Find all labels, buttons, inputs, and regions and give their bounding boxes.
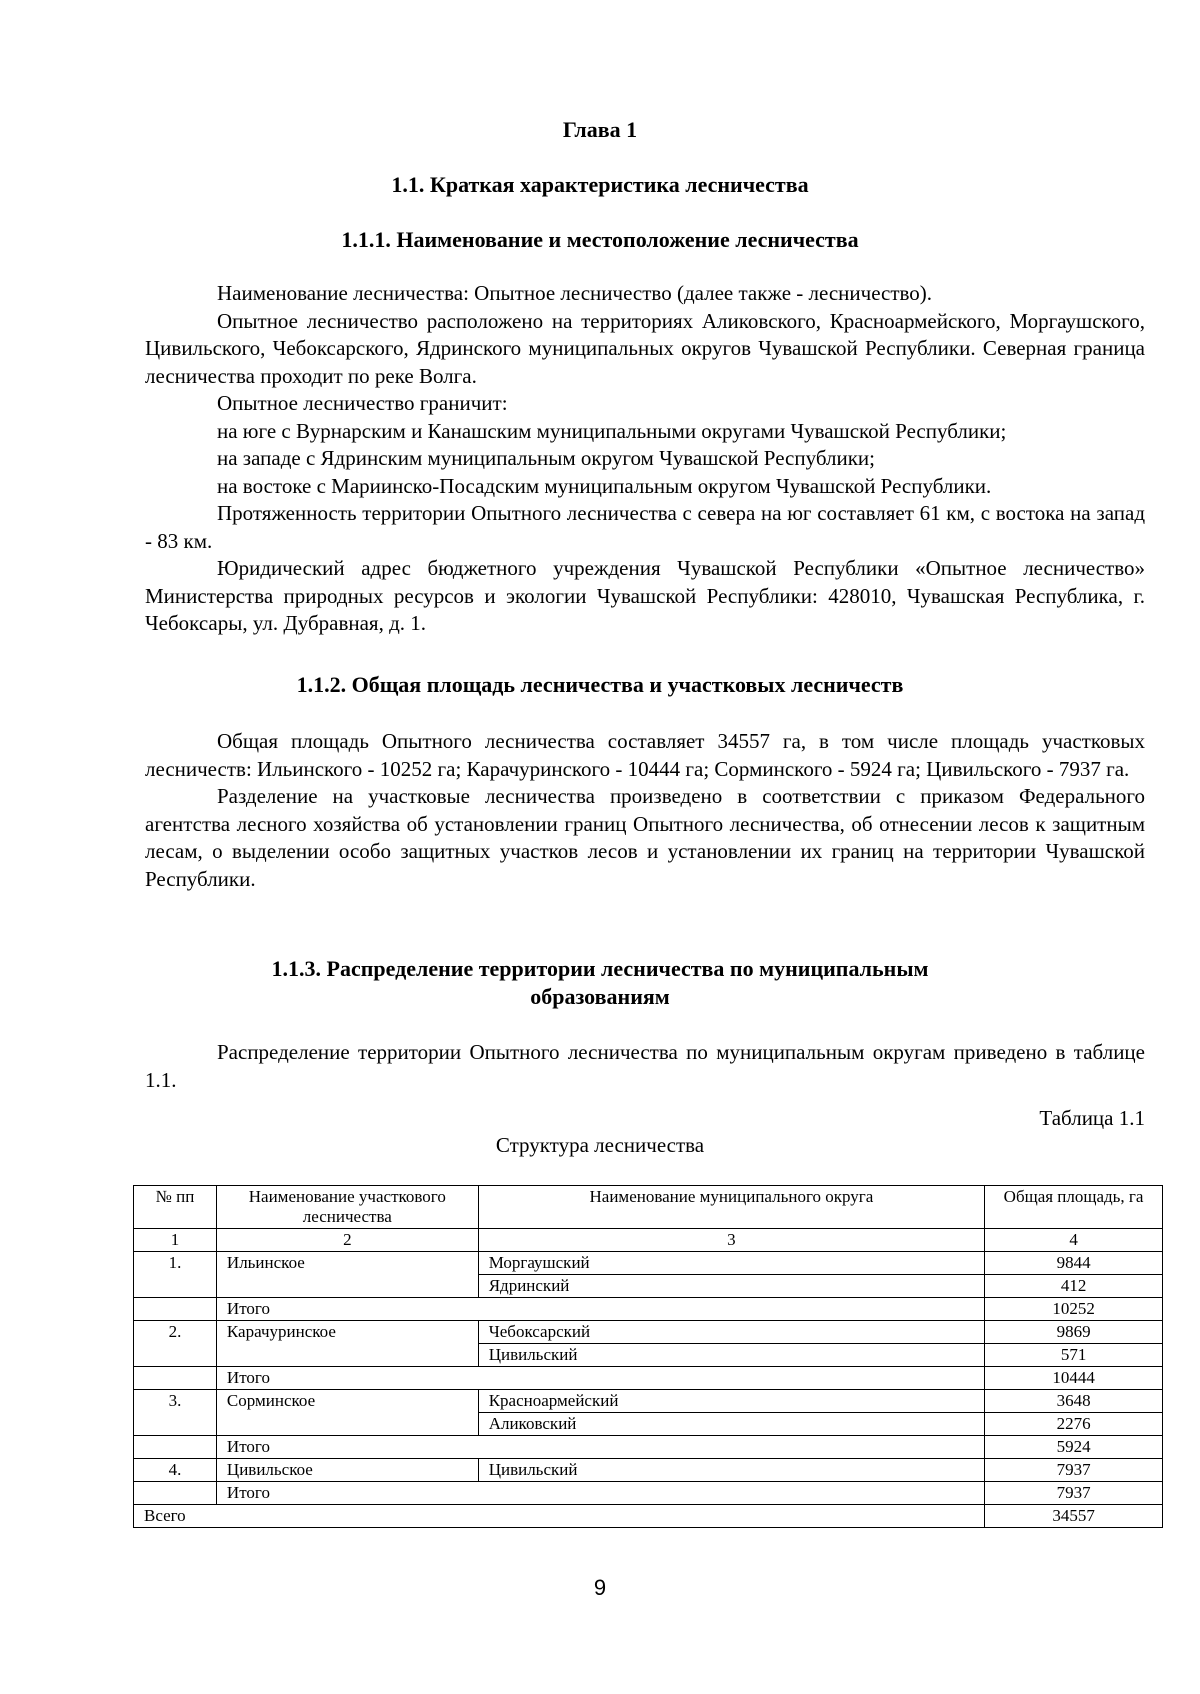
row-number: 3. (134, 1390, 217, 1436)
empty-cell (134, 1482, 217, 1505)
subsection-3-title-line1: 1.1.3. Распределение территории лесничества по муниципальным (271, 956, 929, 981)
subsection-2-title: 1.1.2. Общая площадь лесничества и участковых лесничеств (296, 672, 904, 697)
area-value: 9844 (985, 1252, 1163, 1275)
subsection-3-title (0, 955, 1200, 1011)
empty-cell (134, 1367, 217, 1390)
forestry-name: Цивильское (216, 1459, 478, 1482)
row-number: 1. (134, 1252, 217, 1298)
paragraph: Распределение территории Опытного лесничества по муниципальным округам приведено в таблице 1.1. (145, 1040, 1145, 1092)
paragraph: Протяженность территории Опытного лесничества с севера на юг составляет 61 км, с востока на запад - 83 км. (145, 501, 1145, 553)
subtotal-value: 7937 (985, 1482, 1163, 1505)
section-title: 1.1. Краткая характеристика лесничества (391, 172, 809, 197)
okrug-name: Аликовский (478, 1413, 984, 1436)
area-value: 7937 (985, 1459, 1163, 1482)
table-row (134, 1321, 1163, 1344)
header-cell: Общая площадь, га (985, 1186, 1163, 1229)
table-number: Таблица 1.1 (1039, 1106, 1145, 1130)
subtotal-label: Итого (216, 1436, 984, 1459)
table-header-row (134, 1186, 1163, 1229)
subsection-1-body (145, 280, 1145, 638)
subsection-1-title: 1.1.1. Наименование и местоположение лесничества (341, 227, 859, 252)
paragraph: Опытное лесничество расположено на территориях Аликовского, Красноармейского, Моргаушского, Цивильского, Чебоксарского, Ядринского муниципальных округов Чувашской Республики. Северная граница лесничества проходит по реке Волга. (145, 308, 1145, 388)
okrug-name: Красноармейский (478, 1390, 984, 1413)
grand-total-label: Всего (134, 1505, 985, 1528)
column-number: 2 (216, 1229, 478, 1252)
subtotal-row (134, 1436, 1163, 1459)
forestry-structure-table (133, 1185, 1163, 1528)
paragraph: Наименование лесничества: Опытное лесничество (далее также - лесничество). (217, 281, 933, 305)
header-cell: Наименование участкового лесничества (216, 1186, 478, 1229)
subtotal-label: Итого (216, 1367, 984, 1390)
area-value: 571 (985, 1344, 1163, 1367)
area-value: 9869 (985, 1321, 1163, 1344)
row-number: 2. (134, 1321, 217, 1367)
okrug-name: Моргаушский (478, 1252, 984, 1275)
area-value: 3648 (985, 1390, 1163, 1413)
paragraph: Общая площадь Опытного лесничества составляет 34557 га, в том числе площадь участковых лесничеств: Ильинского - 10252 га; Карачуринского - 10444 га; Сорминского - 5924 га; Цивильского - 7937 га. (145, 729, 1145, 781)
page-number: 9 (593, 1575, 607, 1600)
column-number-row (134, 1229, 1163, 1252)
table-row (134, 1459, 1163, 1482)
header-cell: № пп (134, 1186, 217, 1229)
subsection-2-body (145, 728, 1145, 893)
column-number: 1 (134, 1229, 217, 1252)
subtotal-label: Итого (216, 1482, 984, 1505)
subtotal-row (134, 1298, 1163, 1321)
paragraph: на юге с Вурнарским и Канашским муниципальными округами Чувашской Республики; (217, 418, 1007, 443)
paragraph: на востоке с Мариинско-Посадским муниципальным округом Чувашской Республики. (217, 473, 992, 498)
chapter-title: Глава 1 (562, 117, 638, 142)
grand-total-row (134, 1505, 1163, 1528)
okrug-name: Цивильский (478, 1344, 984, 1367)
empty-cell (134, 1298, 217, 1321)
subsection-3-body (145, 1039, 1145, 1094)
paragraph: Разделение на участковые лесничества произведено в соответствии с приказом Федерального агентства лесного хозяйства об установлении границ Опытного лесничества, об отнесении лесов к защитным лесам, о выделении особо защитных участков лесов и установлении их границ на территории Чувашской Республики. (145, 784, 1145, 891)
okrug-name: Чебоксарский (478, 1321, 984, 1344)
okrug-name: Ядринский (478, 1275, 984, 1298)
header-cell: Наименование муниципального округа (478, 1186, 984, 1229)
subtotal-row (134, 1482, 1163, 1505)
subsection-3-title-line2: образованиям (530, 984, 670, 1009)
subtotal-value: 10252 (985, 1298, 1163, 1321)
column-number: 4 (985, 1229, 1163, 1252)
table-row (134, 1390, 1163, 1413)
column-number: 3 (478, 1229, 984, 1252)
paragraph: на западе с Ядринским муниципальным округом Чувашской Республики; (217, 446, 875, 470)
subtotal-label: Итого (216, 1298, 984, 1321)
area-value: 2276 (985, 1413, 1163, 1436)
forestry-name: Сорминское (216, 1390, 478, 1436)
table-row (134, 1252, 1163, 1275)
okrug-name: Цивильский (478, 1459, 984, 1482)
subtotal-value: 10444 (985, 1367, 1163, 1390)
row-number: 4. (134, 1459, 217, 1482)
subtotal-row (134, 1367, 1163, 1390)
paragraph: Опытное лесничество граничит: (217, 391, 508, 415)
table-caption: Структура лесничества (495, 1133, 705, 1157)
subtotal-value: 5924 (985, 1436, 1163, 1459)
grand-total-value: 34557 (985, 1505, 1163, 1528)
forestry-name: Карачуринское (216, 1321, 478, 1367)
forestry-name: Ильинское (216, 1252, 478, 1298)
area-value: 412 (985, 1275, 1163, 1298)
empty-cell (134, 1436, 217, 1459)
paragraph: Юридический адрес бюджетного учреждения Чувашской Республики «Опытное лесничество» Министерства природных ресурсов и экологии Чувашской Республики: 428010, Чувашская Республика, г. Чебоксары, ул. Дубравная, д. 1. (145, 556, 1145, 635)
